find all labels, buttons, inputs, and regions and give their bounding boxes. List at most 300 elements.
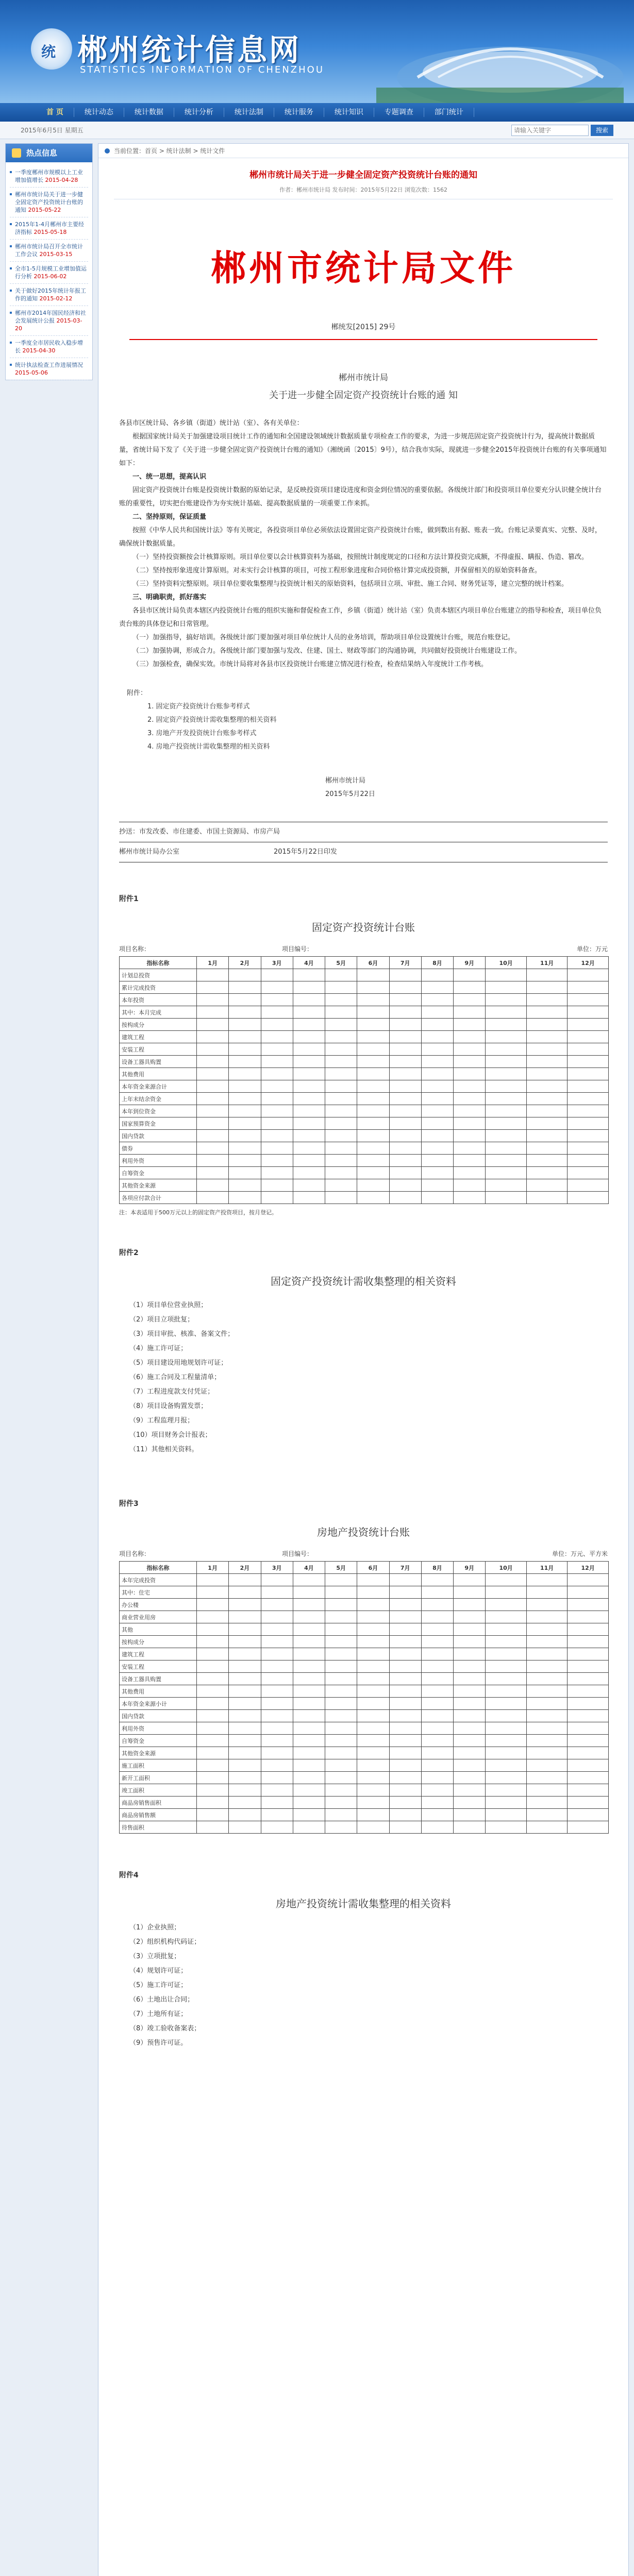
- table-cell: [197, 1192, 229, 1204]
- table-cell: [325, 1735, 357, 1747]
- column-header: 8月: [421, 957, 453, 969]
- table-cell: [261, 1772, 293, 1784]
- paragraph: 根据国家统计局关于加强建设项目统计工作的通知和全国建设领域统计数据质量专项检查工作的要求，为进一步规范固定资产投资统计行为，提高统计数据质量，省统计局下发了《关于进一步健全固定资产投资统计台账的通知》（湘统函〔2015〕9号），结合我市实际，现就进一步健全2015年投资统计台账的有关事项通知如下：: [119, 433, 607, 467]
- sidebar-item-title[interactable]: 一季度郴州市规模以上工业增加值增长: [15, 169, 83, 183]
- nav-stat-analysis[interactable]: 统计分析: [174, 108, 224, 117]
- table-header-row: [120, 957, 609, 969]
- table-cell: [229, 981, 261, 994]
- table-cell: [261, 1747, 293, 1759]
- table-cell: [486, 1093, 527, 1105]
- table-cell: [293, 1031, 325, 1043]
- row-label: 国家预算资金: [120, 1117, 197, 1130]
- table-cell: [486, 1747, 527, 1759]
- list-item: （4）施工许可证；: [129, 1345, 188, 1352]
- table-cell: [357, 1784, 389, 1797]
- table-cell: [421, 1586, 453, 1599]
- sidebar-item-title[interactable]: 郴州市2014年国民经济和社会发展统计公报: [15, 310, 86, 324]
- table-cell: [568, 1821, 609, 1834]
- row-label: 其中：住宅: [120, 1586, 197, 1599]
- table-cell: [197, 981, 229, 994]
- sidebar-item-title[interactable]: 关于做好2015年统计年报工作的通知: [15, 287, 86, 302]
- attachment3-label: 附件3: [119, 1500, 139, 1508]
- table-row: [120, 1735, 609, 1747]
- table-cell: [454, 1019, 486, 1031]
- table-cell: [526, 981, 568, 994]
- column-header: 7月: [389, 957, 421, 969]
- table-cell: [568, 1809, 609, 1821]
- table-row: [120, 1105, 609, 1117]
- table-cell: [421, 1797, 453, 1809]
- table-cell: [421, 1735, 453, 1747]
- nav-stat-law[interactable]: 统计法制: [224, 108, 274, 117]
- table-cell: [526, 1821, 568, 1834]
- stadium-banner: [376, 0, 624, 103]
- table-cell: [357, 969, 389, 981]
- table-cell: [389, 1710, 421, 1722]
- row-label: 国内贷款: [120, 1130, 197, 1142]
- table-cell: [229, 1698, 261, 1710]
- table-cell: [568, 1142, 609, 1155]
- table-cell: [293, 1093, 325, 1105]
- table-cell: [421, 1155, 453, 1167]
- table-cell: [261, 1179, 293, 1192]
- table-cell: [229, 1130, 261, 1142]
- table-cell: [389, 1809, 421, 1821]
- nav-stat-news[interactable]: 统计动态: [74, 108, 124, 117]
- table-cell: [454, 1660, 486, 1673]
- signature-date: 2015年5月22日: [325, 790, 375, 798]
- list-item: （2）项目立项批复；: [129, 1316, 194, 1324]
- column-header: 2月: [229, 957, 261, 969]
- table-cell: [357, 1080, 389, 1093]
- table-cell: [197, 1772, 229, 1784]
- table-cell: [568, 1130, 609, 1142]
- table-row: [120, 1710, 609, 1722]
- table-cell: [486, 1821, 527, 1834]
- table-cell: [357, 1599, 389, 1611]
- table-cell: [293, 1784, 325, 1797]
- document-body: [98, 417, 628, 671]
- table-cell: [486, 1772, 527, 1784]
- table-cell: [526, 1080, 568, 1093]
- table-cell: [293, 1586, 325, 1599]
- table-cell: [454, 1772, 486, 1784]
- attachment2-label: 附件2: [119, 1249, 139, 1257]
- list-item: （8）项目设备购置发票；: [129, 1402, 208, 1410]
- table-cell: [229, 1031, 261, 1043]
- table-cell: [568, 1586, 609, 1599]
- column-header: 6月: [357, 957, 389, 969]
- table-row: [120, 1821, 609, 1834]
- table-cell: [526, 1685, 568, 1698]
- nav-stat-data[interactable]: 统计数据: [124, 108, 174, 117]
- table-meta-item: 项目编号：: [282, 1550, 313, 1557]
- table-cell: [389, 1636, 421, 1648]
- nav-survey[interactable]: 专题调查: [374, 108, 424, 117]
- table-cell: [261, 1599, 293, 1611]
- column-header: 10月: [486, 1562, 527, 1574]
- table-row: [120, 1623, 609, 1636]
- table-cell: [454, 1809, 486, 1821]
- list-item: （10）项目财务会计报表；: [129, 1431, 212, 1439]
- table-cell: [454, 1673, 486, 1685]
- table-cell: [229, 1192, 261, 1204]
- row-label: 商品房销售额: [120, 1809, 197, 1821]
- breadcrumb[interactable]: 当前位置：首页 > 统计法制 > 统计文件: [98, 144, 628, 158]
- table-cell: [293, 1747, 325, 1759]
- table-cell: [197, 1797, 229, 1809]
- table-cell: [229, 1747, 261, 1759]
- table-cell: [526, 1599, 568, 1611]
- table-cell: [357, 1043, 389, 1056]
- table-cell: [293, 1722, 325, 1735]
- sidebar-item[interactable]: [10, 217, 88, 240]
- table-cell: [197, 1673, 229, 1685]
- table-row: [120, 1093, 609, 1105]
- nav-home[interactable]: 首 页: [36, 108, 74, 117]
- table-cell: [293, 1019, 325, 1031]
- table-cell: [421, 994, 453, 1006]
- sidebar-item[interactable]: [10, 188, 88, 217]
- table-cell: [293, 1179, 325, 1192]
- table-cell: [421, 1821, 453, 1834]
- table-cell: [421, 1809, 453, 1821]
- table-cell: [389, 994, 421, 1006]
- table-row: [120, 1809, 609, 1821]
- sidebar-item[interactable]: [10, 336, 88, 358]
- table-row: [120, 1117, 609, 1130]
- table-cell: [389, 1192, 421, 1204]
- column-header: 指标名称: [120, 957, 197, 969]
- search-input[interactable]: [511, 125, 589, 136]
- sidebar-item-title[interactable]: 郴州市统计局关于进一步健全固定资产投资统计台账的通知: [15, 191, 83, 213]
- table-cell: [454, 1586, 486, 1599]
- table-cell: [421, 1772, 453, 1784]
- attachment1-title: 固定资产投资统计台账: [312, 921, 415, 934]
- table-cell: [421, 1142, 453, 1155]
- table-cell: [261, 1636, 293, 1648]
- table-cell: [486, 1599, 527, 1611]
- column-header: 6月: [357, 1562, 389, 1574]
- table-cell: [421, 1623, 453, 1636]
- table-cell: [486, 1179, 527, 1192]
- addressee: 各县市区统计局、各乡镇（街道）统计站（室）、各有关单位：: [119, 419, 304, 427]
- attachment4-list: [98, 1921, 628, 2050]
- table1-note: 注：本表适用于500万元以上的固定资产投资项目，按月登记。: [119, 1209, 277, 1216]
- table-cell: [261, 1142, 293, 1155]
- table-cell: [229, 1797, 261, 1809]
- table-row: [120, 1685, 609, 1698]
- hot-icon: [12, 148, 21, 158]
- table-cell: [261, 1784, 293, 1797]
- table-cell: [526, 1155, 568, 1167]
- table-cell: [261, 1698, 293, 1710]
- table-cell: [293, 1797, 325, 1809]
- table-cell: [357, 1772, 389, 1784]
- row-label: 本年到位资金: [120, 1105, 197, 1117]
- table-cell: [568, 1784, 609, 1797]
- sidebar-item-title[interactable]: 一季度全市居民收入稳步增长: [15, 340, 83, 354]
- row-label: 待售面积: [120, 1821, 197, 1834]
- table-cell: [325, 1660, 357, 1673]
- signature-org: 郴州市统计局: [325, 777, 366, 785]
- table-cell: [357, 1710, 389, 1722]
- table-cell: [454, 1722, 486, 1735]
- list-item: （3）立项批复；: [129, 1953, 181, 1960]
- table-cell: [293, 1759, 325, 1772]
- table-cell: [229, 1105, 261, 1117]
- table-cell: [389, 981, 421, 994]
- table-cell: [421, 1043, 453, 1056]
- table-cell: [454, 1710, 486, 1722]
- table-cell: [486, 1623, 527, 1636]
- search-box: [511, 125, 613, 136]
- table-cell: [526, 1192, 568, 1204]
- list-item: （6）施工合同及工程量清单；: [129, 1374, 221, 1381]
- table-cell: [325, 1574, 357, 1586]
- table-cell: [197, 1142, 229, 1155]
- table-cell: [197, 1006, 229, 1019]
- table-cell: [325, 1797, 357, 1809]
- table-cell: [229, 1574, 261, 1586]
- table-cell: [526, 969, 568, 981]
- table-cell: [261, 1735, 293, 1747]
- table-cell: [325, 1722, 357, 1735]
- table-cell: [454, 1167, 486, 1179]
- nav-dept-stat[interactable]: 部门统计: [424, 108, 474, 117]
- table-cell: [197, 1611, 229, 1623]
- list-item: （1）企业执照；: [129, 1924, 181, 1931]
- table-cell: [229, 1043, 261, 1056]
- table-cell: [293, 1105, 325, 1117]
- paragraph: （三）加强检查，确保实效。市统计局将对各县市区投资统计台账建立情况进行检查，检查结果纳入年度统计工作考核。: [132, 660, 488, 668]
- attachment2-list: [98, 1298, 628, 1457]
- table-row: [120, 1056, 609, 1068]
- table-cell: [568, 1179, 609, 1192]
- sidebar-item-title[interactable]: 全市1-5月规模工业增加值运行分析: [15, 265, 87, 280]
- table-row: [120, 1019, 609, 1031]
- sidebar-item-title[interactable]: 统计执法检查工作进展情况: [15, 362, 83, 368]
- sidebar-item-date: 2015-02-12: [39, 295, 73, 302]
- table-cell: [229, 969, 261, 981]
- table-cell: [486, 1068, 527, 1080]
- main-content: [98, 143, 629, 2576]
- table-cell: [325, 1599, 357, 1611]
- table-cell: [486, 1698, 527, 1710]
- document-title: 关于进一步健全固定资产投资统计台账的通 知: [269, 390, 458, 401]
- table-cell: [197, 1080, 229, 1093]
- table-cell: [293, 1772, 325, 1784]
- sidebar-item[interactable]: [10, 165, 88, 188]
- table-cell: [454, 1623, 486, 1636]
- table-cell: [454, 1093, 486, 1105]
- table-cell: [486, 1648, 527, 1660]
- sidebar-item[interactable]: [10, 358, 88, 380]
- table-row: [120, 981, 609, 994]
- table-cell: [197, 1821, 229, 1834]
- section-heading: 三、明确职责，抓好落实: [132, 594, 207, 601]
- row-label: 竣工面积: [120, 1784, 197, 1797]
- table-cell: [197, 1130, 229, 1142]
- row-label: 本年资金来源合计: [120, 1080, 197, 1093]
- table-cell: [261, 1043, 293, 1056]
- table-cell: [325, 969, 357, 981]
- table-cell: [229, 1167, 261, 1179]
- table-cell: [568, 1636, 609, 1648]
- table-cell: [357, 1611, 389, 1623]
- table-cell: [526, 1117, 568, 1130]
- nav-stat-knowledge[interactable]: 统计知识: [324, 108, 374, 117]
- table-cell: [568, 1105, 609, 1117]
- table-cell: [293, 1636, 325, 1648]
- nav-stat-service[interactable]: 统计服务: [274, 108, 324, 117]
- table-cell: [389, 1747, 421, 1759]
- table-cell: [357, 1167, 389, 1179]
- attachment1-label: 附件1: [119, 895, 139, 903]
- table-cell: [421, 1117, 453, 1130]
- list-item: （2）组织机构代码证；: [129, 1938, 201, 1946]
- row-label: 建筑工程: [120, 1031, 197, 1043]
- sidebar-item[interactable]: [10, 240, 88, 262]
- table-cell: [526, 1747, 568, 1759]
- sidebar-item-title[interactable]: 郴州市统计局召开全市统计工作会议: [15, 243, 83, 258]
- table-cell: [486, 1660, 527, 1673]
- table-cell: [568, 1759, 609, 1772]
- list-item: （8）竣工验收备案表；: [129, 2025, 201, 2032]
- table-cell: [325, 1043, 357, 1056]
- table-cell: [568, 1599, 609, 1611]
- table-cell: [568, 1006, 609, 1019]
- row-label: 办公楼: [120, 1599, 197, 1611]
- table-cell: [389, 1685, 421, 1698]
- table-row: [120, 1722, 609, 1735]
- column-header: 4月: [293, 1562, 325, 1574]
- table-cell: [486, 1759, 527, 1772]
- table-cell: [526, 1093, 568, 1105]
- row-label: 其他资金来源: [120, 1179, 197, 1192]
- sidebar-item[interactable]: [10, 262, 88, 284]
- attachment-item: 1. 固定资产投资统计台账参考样式: [147, 703, 250, 710]
- table-cell: [454, 1105, 486, 1117]
- table-cell: [197, 1809, 229, 1821]
- sidebar: [5, 143, 93, 380]
- table-cell: [261, 1155, 293, 1167]
- table-cell: [454, 1130, 486, 1142]
- table-cell: [389, 1586, 421, 1599]
- table-cell: [229, 1599, 261, 1611]
- table-cell: [421, 981, 453, 994]
- table-cell: [293, 994, 325, 1006]
- table-cell: [389, 1043, 421, 1056]
- table-cell: [357, 1117, 389, 1130]
- table-cell: [568, 1031, 609, 1043]
- table-row: [120, 1080, 609, 1093]
- column-header: 指标名称: [120, 1562, 197, 1574]
- table-meta-item: 项目编号：: [282, 945, 313, 953]
- table-cell: [197, 1747, 229, 1759]
- table-cell: [526, 1772, 568, 1784]
- sidebar-title: 热点信息: [26, 148, 58, 158]
- table-cell: [568, 1155, 609, 1167]
- table-cell: [197, 1735, 229, 1747]
- table-cell: [357, 1586, 389, 1599]
- table-row: [120, 1179, 609, 1192]
- sidebar-item-title[interactable]: 2015年1-4月郴州市主要经济指标: [15, 221, 84, 235]
- table-cell: [229, 1636, 261, 1648]
- row-label: 建筑工程: [120, 1648, 197, 1660]
- table-cell: [325, 1006, 357, 1019]
- table-cell: [229, 1673, 261, 1685]
- issuing-org: 郴州市统计局: [338, 372, 388, 382]
- ledger-table-3: [119, 1561, 609, 1834]
- site-logo[interactable]: 统: [31, 28, 72, 70]
- table-cell: [568, 1747, 609, 1759]
- table-cell: [389, 1599, 421, 1611]
- table-cell: [389, 1611, 421, 1623]
- table-cell: [526, 1056, 568, 1068]
- table-cell: [261, 994, 293, 1006]
- table-cell: [229, 1093, 261, 1105]
- table-cell: [486, 1117, 527, 1130]
- table-cell: [389, 1821, 421, 1834]
- table-row: [120, 1673, 609, 1685]
- table-cell: [389, 1006, 421, 1019]
- table-cell: [293, 1167, 325, 1179]
- table-row: [120, 1611, 609, 1623]
- table-cell: [261, 1105, 293, 1117]
- search-button[interactable]: 搜索: [591, 125, 613, 136]
- table-cell: [261, 1722, 293, 1735]
- table-row: [120, 1167, 609, 1179]
- column-header: 11月: [526, 957, 568, 969]
- table-row: [120, 1747, 609, 1759]
- table-cell: [293, 1155, 325, 1167]
- table-cell: [325, 1759, 357, 1772]
- table-cell: [261, 1192, 293, 1204]
- table-cell: [389, 1772, 421, 1784]
- table-cell: [261, 1080, 293, 1093]
- table-cell: [325, 1192, 357, 1204]
- table-cell: [293, 1673, 325, 1685]
- table-cell: [568, 1772, 609, 1784]
- table-cell: [325, 1056, 357, 1068]
- site-title: 郴州统计信息网: [77, 32, 302, 67]
- table-cell: [197, 1759, 229, 1772]
- sidebar-item[interactable]: [10, 306, 88, 336]
- table-cell: [357, 1192, 389, 1204]
- table-cell: [486, 1167, 527, 1179]
- table-cell: [454, 1735, 486, 1747]
- table-cell: [486, 1809, 527, 1821]
- table-cell: [421, 1105, 453, 1117]
- table-cell: [261, 1019, 293, 1031]
- sidebar-item-date: 2015-05-06: [15, 369, 48, 376]
- table-cell: [325, 1179, 357, 1192]
- table-cell: [486, 1043, 527, 1056]
- table-cell: [526, 1809, 568, 1821]
- sidebar-item[interactable]: [10, 284, 88, 306]
- table-cell: [229, 1710, 261, 1722]
- table-meta-item: 项目名称：: [119, 1550, 151, 1557]
- table-cell: [568, 1611, 609, 1623]
- table-cell: [325, 1747, 357, 1759]
- table-cell: [568, 1093, 609, 1105]
- column-header: 1月: [197, 1562, 229, 1574]
- paragraphs: [119, 430, 608, 671]
- table-cell: [229, 1722, 261, 1735]
- table-cell: [454, 1685, 486, 1698]
- table-cell: [421, 1006, 453, 1019]
